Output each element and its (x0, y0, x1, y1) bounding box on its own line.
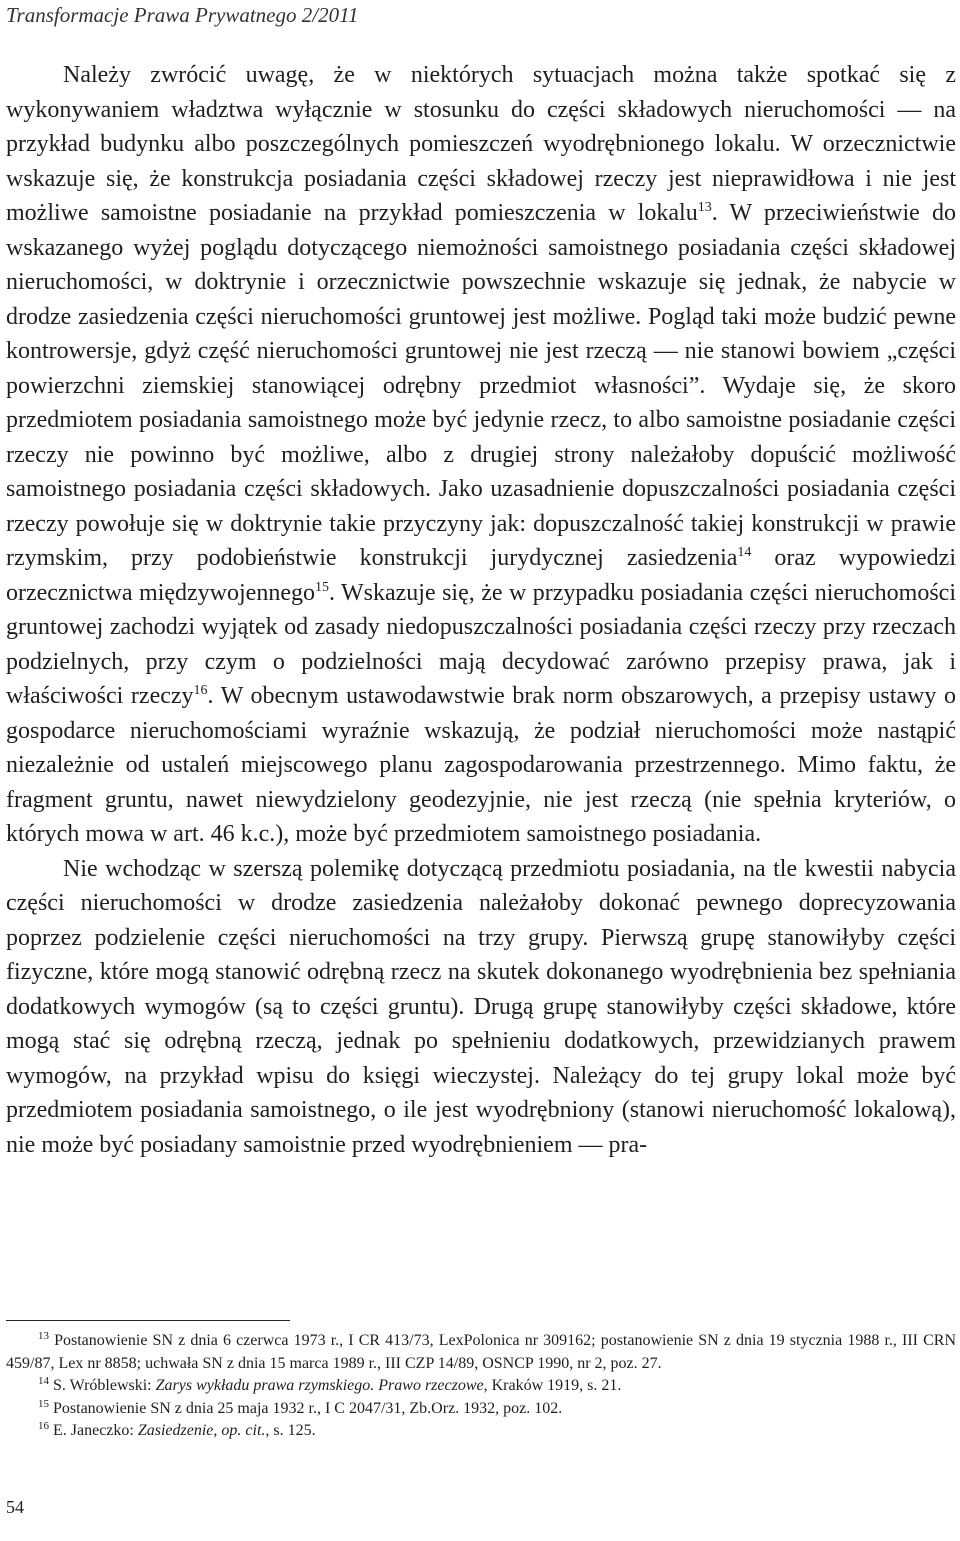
footnote-text: Postanowienie SN z dnia 6 czerwca 1973 r., I CR 413/73, LexPolonica nr 309162; postanowienie SN z dnia 19 stycznia 1988 r., III CRN 459/87, Lex nr 8858; uchwała SN z dnia 15 marca 1989 r., III CZP 14/89, OSNCP 1990, nr 2, poz. 27. (6, 1332, 956, 1372)
paragraph-1 (6, 58, 956, 852)
page-number: 54 (6, 1497, 24, 1517)
footnote-title: Zarys wykładu prawa rzymskiego. Prawo rzeczowe (155, 1377, 484, 1394)
paragraph-2: Nie wchodząc w szerszą polemikę dotyczącą przedmiotu posiadania, na tle kwestii nabycia części nieruchomości w drodze zasiedzenia należałoby dokonać pewnego doprecyzowania poprzez podzielenie części nieruchomości na trzy grupy. Pierwszą grupę stanowiłyby części fizyczne, które mogą stanowić odrębną rzecz na skutek dokonanego wyodrębnienia bez spełniania dodatkowych wymogów (są to części gruntu). Drugą grupę stanowiłyby części składowe, które mogą stać się odrębną rzeczą, jednak po spełnieniu dodatkowych, przewidzianych prawem wymogów, na przykład wpisu do księgi wieczystej. Należący do tej grupy lokal może być przedmiotem posiadania samoistnego, o ile jest wyodrębniony (stanowi nieruchomość lokalową), nie może być posiadany samoistnie przed wyodrębnieniem — pra- (6, 855, 956, 1158)
footnote-text: , Kraków 1919, s. 21. (483, 1377, 622, 1394)
footnote-number: 14 (38, 1375, 49, 1387)
footnote-number: 16 (38, 1420, 49, 1432)
footnote-text: , s. 125. (265, 1422, 316, 1439)
footnote-title: Zasiedzenie (137, 1422, 214, 1439)
paragraph-1-part-3: oraz wypowiedzi orzecznictwa międzywojennego (6, 545, 956, 606)
footnote-text: Postanowienie SN z dnia 25 maja 1932 r., I C 2047/31, Zb.Orz. 1932, poz. 102. (49, 1399, 563, 1417)
footnote-ref-15: 15 (314, 579, 329, 595)
footnote-number: 15 (38, 1397, 49, 1410)
paragraph-1-part-1: Należy zwrócić uwagę, że w niektórych sytuacjach można także spotkać się z wykonywaniem władztwa wyłącznie w stosunku do części składowych nieruchomości — na przykład budynku albo poszczególnych pomieszczeń wyodrębnionego lokalu. W orzecznictwie wskazuje się, że konstrukcja posiadania części składowej rzeczy jest nieprawidłowa i nie jest możliwe samoistne posiadanie na przykład pomieszczenia w lokalu (6, 62, 956, 226)
footnote-ref-14: 14 (737, 545, 752, 560)
paragraph-1-part-4: . Wskazuje się, że w przypadku posiadania części nieruchomości gruntowej zachodzi wyjątek od zasady niedopuszczalności posiadania części rzeczy przy rzeczach podzielnych, przy czym o podzielności mają decydować zarówno przepisy prawa, jak i właściwości rzeczy (6, 579, 956, 709)
paragraph-1-part-2: . W przeciwieństwie do wskazanego wyżej poglądu dotyczącego niemożności samoistnego posiadania części składowej nieruchomości, w doktrynie i orzecznictwie powszechnie wskazuje się jednak, że nabycie w drodze zasiedzenia części nieruchomości gruntowej jest możliwe. Pogląd taki może budzić pewne kontrowersje, gdyż część nieruchomości gruntowej nie jest rzeczą — nie stanowi bowiem „części powierzchni ziemskiej stanowiącej odrębny przedmiot własności”. Wydaje się, że skoro przedmiotem posiadania samoistnego może być jedynie rzecz, to albo samoistne posiadanie części rzeczy nie powinno być możliwe, albo z drugiej strony należałoby dopuścić możliwość samoistnego posiadania części składowych. Jako uzasadnienie dopuszczalności posiadania części rzeczy powołuje się w doktrynie takie przyczyny jak: dopuszczalność takiej konstrukcji w prawie rzymskim, przy podobieństwie konstrukcji jurydycznej zasiedzenia (6, 200, 956, 571)
footnotes (6, 1330, 956, 1443)
footnote-author: E. Janeczko: (49, 1422, 138, 1439)
paragraph-1-part-5: . W obecnym ustawodawstwie brak norm obszarowych, a przepisy ustawy o gospodarce nieruchomościami wyraźnie wskazują, że podział nieruchomości może nastąpić niezależnie od ustaleń miejscowego planu zagospodarowania przestrzennego. Mimo faktu, że fragment gruntu, nawet niewydzielony geodezyjnie, nie jest rzeczą (nie spełnia kryteriów, o których mowa w art. 46 k.c.), może być przedmiotem samoistnego posiadania. (6, 683, 956, 847)
main-text (6, 58, 956, 1162)
footnote-ref-16: 16 (193, 683, 208, 698)
footnote-13 (6, 1330, 956, 1375)
footnote-divider (6, 1320, 290, 1321)
footnote-16 (6, 1420, 956, 1443)
journal-header: Transformacje Prawa Prywatnego 2/2011 (6, 3, 359, 27)
footnote-author: S. Wróblewski: (49, 1377, 156, 1394)
footnote-separator: , (213, 1422, 222, 1439)
footnote-15 (6, 1398, 956, 1421)
footnote-ref-13: 13 (697, 200, 712, 215)
footnote-14 (6, 1375, 956, 1398)
footnote-op-cit: op. cit. (221, 1422, 266, 1439)
footnote-number: 13 (38, 1330, 49, 1342)
